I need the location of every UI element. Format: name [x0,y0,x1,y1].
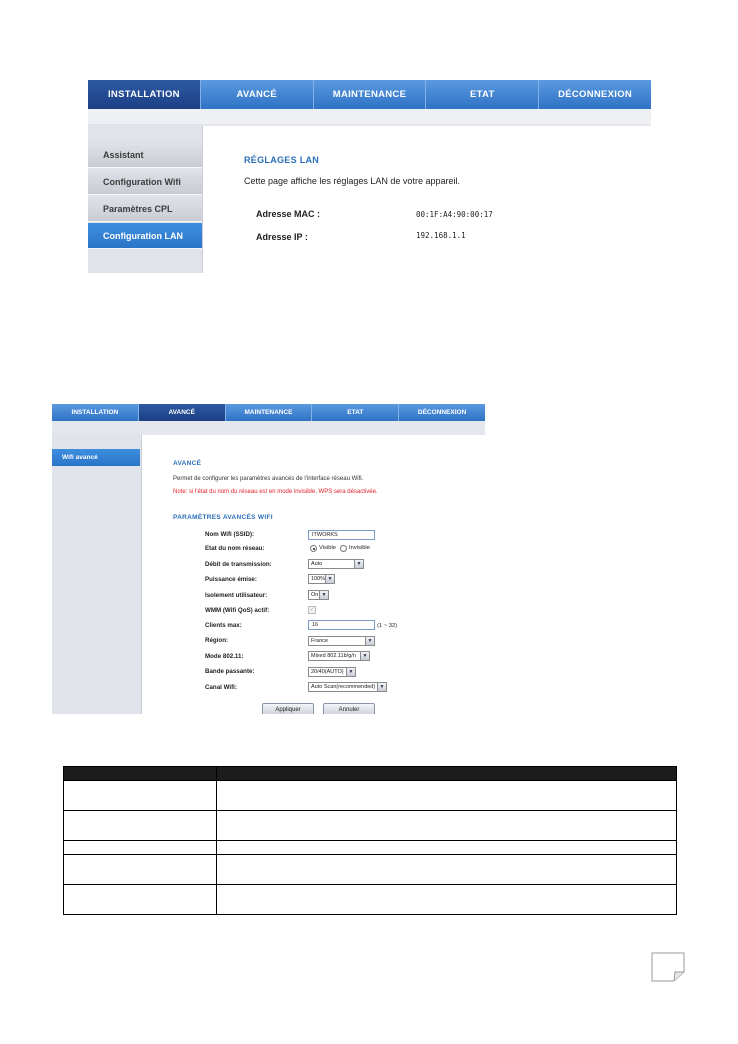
nav-divider [88,109,651,124]
bandwidth-label: Bande passante: [205,668,255,675]
content-panel [141,435,485,714]
nav-tab-etat[interactable]: ETAT [426,80,539,109]
power-value: 100% [311,576,326,582]
checkmark-icon: ✓ [309,607,315,613]
sidebar-item-assistant[interactable]: Assistant [88,142,202,168]
sidebar [52,433,140,714]
region-label: Région: [205,637,229,644]
channel-label: Canal Wifi: [205,684,237,691]
isolation-label: Isolement utilisateur: [205,592,268,599]
mac-address-label: Adresse MAC : [256,209,321,219]
cancel-button[interactable]: Annuler [323,703,375,714]
nav-tab-maintenance[interactable]: MAINTENANCE [226,404,313,421]
clients-max-input[interactable]: 16 [308,620,375,630]
channel-value: Auto Scan(recommended) [311,684,376,690]
mac-address-value: 00:1F:A4:90:00:17 [416,210,493,219]
page-title: RÉGLAGES LAN [244,155,320,165]
nav-tab-avance[interactable]: AVANCÉ [139,404,226,421]
table-cell [217,885,677,915]
table-cell [64,841,217,855]
chevron-down-icon: ▼ [377,683,386,691]
nav-tab-installation[interactable]: INSTALLATION [88,80,201,109]
wmm-checkbox[interactable] [308,606,316,614]
sidebar-item-configuration-lan[interactable]: Configuration LAN [88,223,202,249]
sidebar [88,124,202,273]
section-description: Permet de configurer les paramètres avancés de l'interface réseau Wifi. [173,476,364,482]
channel-select[interactable] [308,682,387,692]
chevron-down-icon: ▼ [360,652,369,660]
top-nav [88,80,651,109]
invisible-radio-label: Invisible [349,545,370,551]
table-row [64,781,677,811]
mode-label: Mode 802.11: [205,653,244,660]
clients-max-label: Clients max: [205,622,242,629]
table-cell [217,855,677,885]
ssid-input[interactable]: ITWORKS [308,530,375,540]
network-state-label: Etat du nom réseau: [205,545,265,552]
table-cell [64,885,217,915]
table-row [64,885,677,915]
region-value: France [311,638,329,644]
nav-tab-maintenance[interactable]: MAINTENANCE [314,80,427,109]
table-cell [217,811,677,841]
nav-tab-etat[interactable]: ETAT [312,404,399,421]
wmm-label: WMM (Wifi QoS) actif: [205,607,270,614]
table-cell [64,855,217,885]
power-label: Puissance émise: [205,576,257,583]
ip-address-value: 192.168.1.1 [416,231,466,240]
table-row [64,855,677,885]
transmission-rate-select[interactable] [308,559,364,569]
table-cell [217,841,677,855]
chevron-down-icon: ▼ [365,637,374,645]
screenshot-lan-settings [88,80,651,273]
visible-radio-label: Visible [319,545,336,551]
subsection-title: PARAMÈTRES AVANCÉS WIFI [173,514,273,521]
table-row [64,841,677,855]
sidebar-item-parametres-cpl[interactable]: Paramètres CPL [88,196,202,222]
table-header-cell [64,767,217,781]
nav-tab-installation[interactable]: INSTALLATION [52,404,139,421]
mode-value: Mixed 802.11b/g/n [311,653,356,659]
transmission-rate-label: Débit de transmission: [205,561,272,568]
bandwidth-select[interactable] [308,667,356,677]
nav-tab-deconnexion[interactable]: DÉCONNEXION [399,404,485,421]
table-row [64,811,677,841]
bandwidth-value: 20/40(AUTO) [311,669,344,675]
region-select[interactable] [308,636,375,646]
content-panel [202,126,651,273]
invisible-radio[interactable] [340,545,347,552]
transmission-rate-value: Auto [311,561,323,567]
sidebar-item-wifi-avance[interactable]: Wifi avancé [52,449,140,466]
isolation-select[interactable] [308,590,329,600]
clients-max-hint: (1 ~ 32) [377,623,398,629]
chevron-down-icon: ▼ [325,575,334,583]
top-nav [52,404,485,421]
apply-button[interactable]: Appliquer [262,703,314,714]
power-select[interactable] [308,574,335,584]
table-header-cell [217,767,677,781]
chevron-down-icon: ▼ [354,560,363,568]
chevron-down-icon: ▼ [319,591,328,599]
ssid-label: Nom Wifi (SSID): [205,531,255,538]
nav-tab-deconnexion[interactable]: DÉCONNEXION [539,80,651,109]
nav-tab-avance[interactable]: AVANCÉ [201,80,314,109]
parameter-table [63,766,677,915]
mode-select[interactable] [308,651,370,661]
screenshot-wifi-advanced [52,404,485,714]
visible-radio[interactable] [310,545,317,552]
chevron-down-icon: ▼ [346,668,355,676]
page-corner-icon [651,952,685,982]
table-cell [64,781,217,811]
page-description: Cette page affiche les réglages LAN de votre appareil. [244,176,460,186]
sidebar-item-configuration-wifi[interactable]: Configuration Wifi [88,169,202,195]
table-header-row [64,767,677,781]
section-title: AVANCÉ [173,460,202,467]
wps-note: Note: si l'état du nom du réseau est en mode invisible, WPS sera désactivée. [173,489,378,495]
isolation-value: On [311,592,319,598]
table-cell [217,781,677,811]
table-cell [64,811,217,841]
ip-address-label: Adresse IP : [256,232,308,242]
